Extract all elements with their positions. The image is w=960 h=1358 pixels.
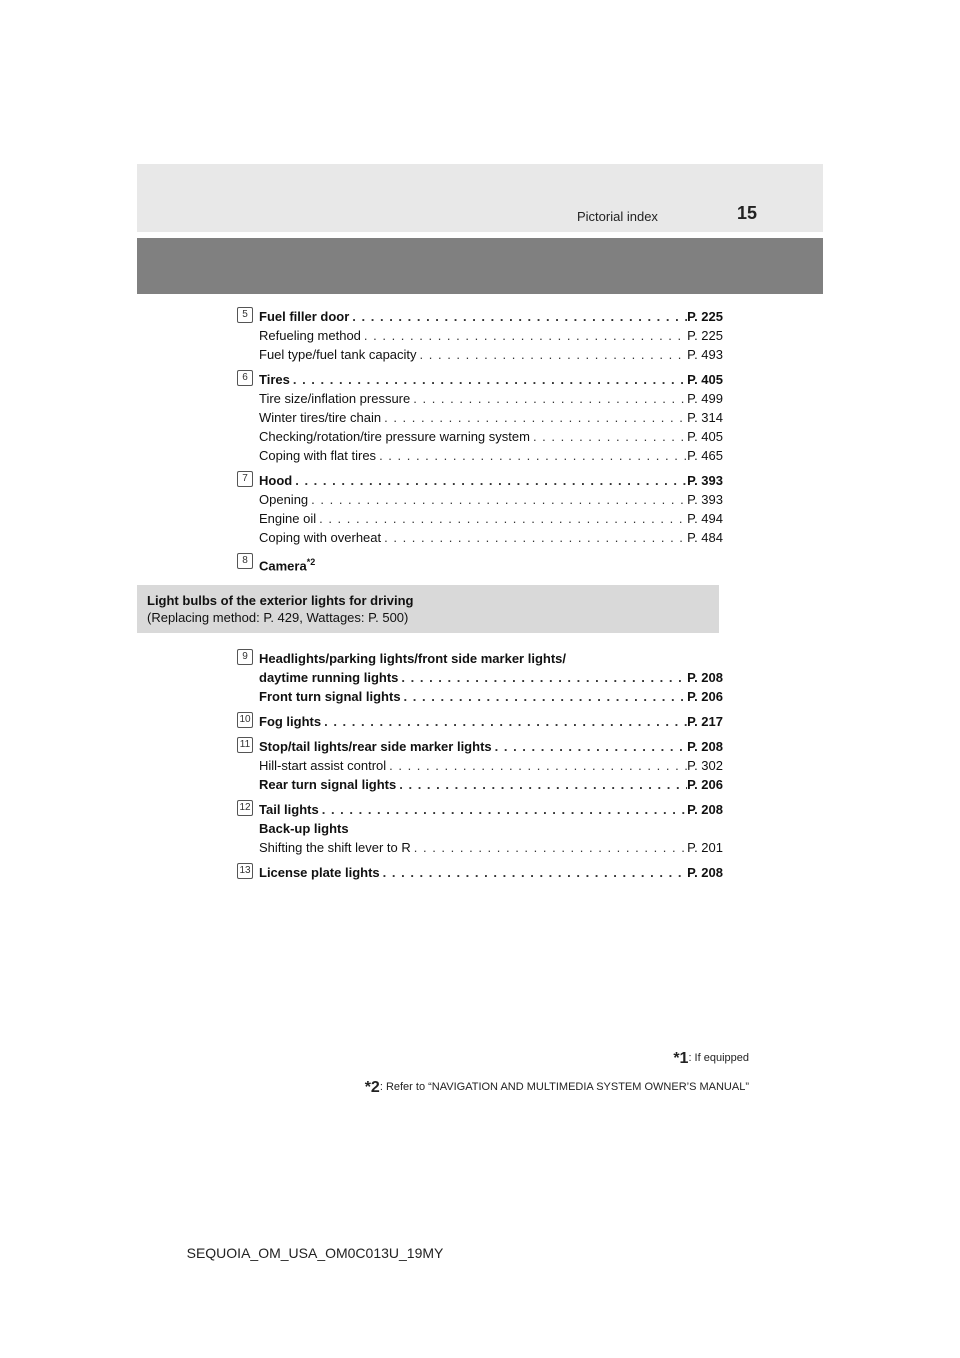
index-row: Shifting the shift lever to R . . . P. 201 bbox=[259, 838, 723, 857]
footnote-2: *2: Refer to “NAVIGATION AND MULTIMEDIA SYSTEM OWNER’S MANUAL” bbox=[364, 1079, 749, 1096]
page-number: 15 bbox=[737, 203, 758, 223]
page-reference-link[interactable]: P. 405 bbox=[687, 429, 723, 444]
page-section-title: Pictorial index bbox=[577, 209, 658, 224]
lights-heading-box bbox=[137, 585, 719, 633]
page-reference-link[interactable]: P. 208 bbox=[687, 802, 723, 818]
page-reference-link[interactable]: P. 393 bbox=[687, 473, 723, 488]
index-row: License plate lights . . . P. 208 bbox=[259, 863, 723, 882]
page-reference-link[interactable]: P. 206 bbox=[687, 689, 723, 705]
index-row: daytime running lights . . . P. 208 bbox=[259, 668, 723, 687]
page-reference-link[interactable]: P. 225 bbox=[687, 309, 723, 324]
page-reference-link[interactable]: P. 302 bbox=[687, 758, 723, 774]
page-reference-link[interactable]: P. 208 bbox=[687, 739, 723, 755]
index-row: Engine oil . . . P. 494 bbox=[259, 509, 723, 528]
index-section-10 bbox=[237, 712, 723, 731]
item-number-badge: 11 bbox=[237, 737, 253, 753]
index-row: Rear turn signal lights . . . P. 206 bbox=[259, 775, 723, 794]
index-row: Fuel type/fuel tank capacity . . . P. 493 bbox=[259, 345, 723, 364]
index-row: Front turn signal lights . . . P. 206 bbox=[259, 687, 723, 706]
index-row: Fog lights . . . P. 217 bbox=[259, 712, 723, 731]
index-row: Coping with flat tires . . . P. 465 bbox=[259, 446, 723, 465]
index-section-13 bbox=[237, 863, 723, 882]
page-reference-link[interactable]: P. 206 bbox=[687, 777, 723, 793]
page-reference-link[interactable]: P. 201 bbox=[687, 840, 723, 856]
index-row-label: Headlights/parking lights/front side marker lights/ bbox=[259, 651, 566, 667]
index-row: Tires . . . P. 405 bbox=[259, 370, 723, 389]
index-row-label: Back-up lights bbox=[259, 821, 349, 837]
item-number-badge: 12 bbox=[237, 800, 253, 816]
index-row: Hood . . . P. 393 bbox=[259, 471, 723, 490]
index-section-5 bbox=[237, 307, 723, 364]
item-number-badge: 5 bbox=[237, 307, 253, 323]
page-reference-link[interactable]: P. 393 bbox=[687, 492, 723, 507]
item-number-badge: 9 bbox=[237, 649, 253, 665]
index-section-6 bbox=[237, 370, 723, 465]
index-row: Refueling method . . . P. 225 bbox=[259, 326, 723, 345]
index-row: Tire size/inflation pressure . . . P. 499 bbox=[259, 389, 723, 408]
lights-heading: Light bulbs of the exterior lights for driving bbox=[147, 593, 414, 609]
index-row: Checking/rotation/tire pressure warning system . . . P. 405 bbox=[259, 427, 723, 446]
header-bar bbox=[137, 164, 823, 232]
page-reference-link[interactable]: P. 494 bbox=[687, 511, 723, 526]
footnotes bbox=[365, 1044, 749, 1102]
page-reference-link[interactable]: P. 225 bbox=[687, 328, 723, 343]
index-row: Coping with overheat . . . P. 484 bbox=[259, 528, 723, 547]
index-row: Opening . . . P. 393 bbox=[259, 490, 723, 509]
page-reference-link[interactable]: P. 493 bbox=[687, 347, 723, 362]
index-row: Stop/tail lights/rear side marker lights . . . P. 208 bbox=[259, 737, 723, 756]
index-content bbox=[147, 307, 723, 888]
index-section-11 bbox=[237, 737, 723, 794]
page-reference-link[interactable]: P. 208 bbox=[687, 865, 723, 881]
item-number-badge: 8 bbox=[237, 553, 253, 569]
page-reference-link[interactable]: P. 405 bbox=[687, 372, 723, 387]
footnote-mark: *2 bbox=[306, 557, 316, 567]
header-band bbox=[137, 238, 823, 294]
item-number-badge: 7 bbox=[237, 471, 253, 487]
page-reference-link[interactable]: P. 208 bbox=[687, 670, 723, 686]
page-reference-link[interactable]: P. 465 bbox=[687, 448, 723, 463]
item-number-badge: 13 bbox=[237, 863, 253, 879]
document-footer: SEQUOIA_OM_USA_OM0C013U_19MY bbox=[186, 1245, 444, 1261]
index-section-12 bbox=[237, 800, 723, 857]
item-number-badge: 6 bbox=[237, 370, 253, 386]
index-row: Tail lights . . . P. 208 bbox=[259, 800, 723, 819]
camera-label: Camera$^{*2}$ bbox=[259, 557, 316, 574]
index-section-7 bbox=[237, 471, 723, 547]
lights-subheading: (Replacing method: P. 429, Wattages: P. 500) bbox=[147, 610, 409, 626]
item-number-badge: 10 bbox=[237, 712, 253, 728]
index-row: Hill-start assist control . . . P. 302 bbox=[259, 756, 723, 775]
index-section-9 bbox=[237, 649, 723, 706]
page-reference-link[interactable]: P. 484 bbox=[687, 530, 723, 545]
page-reference-link[interactable]: P. 499 bbox=[687, 391, 723, 406]
page-reference-link[interactable]: P. 217 bbox=[687, 714, 723, 730]
index-section-8 bbox=[237, 553, 723, 575]
page-reference-link[interactable]: P. 314 bbox=[687, 410, 723, 425]
footnote-1: *1: If equipped bbox=[673, 1050, 749, 1067]
index-row: Winter tires/tire chain . . . P. 314 bbox=[259, 408, 723, 427]
index-row: Fuel filler door . . . P. 225 bbox=[259, 307, 723, 326]
